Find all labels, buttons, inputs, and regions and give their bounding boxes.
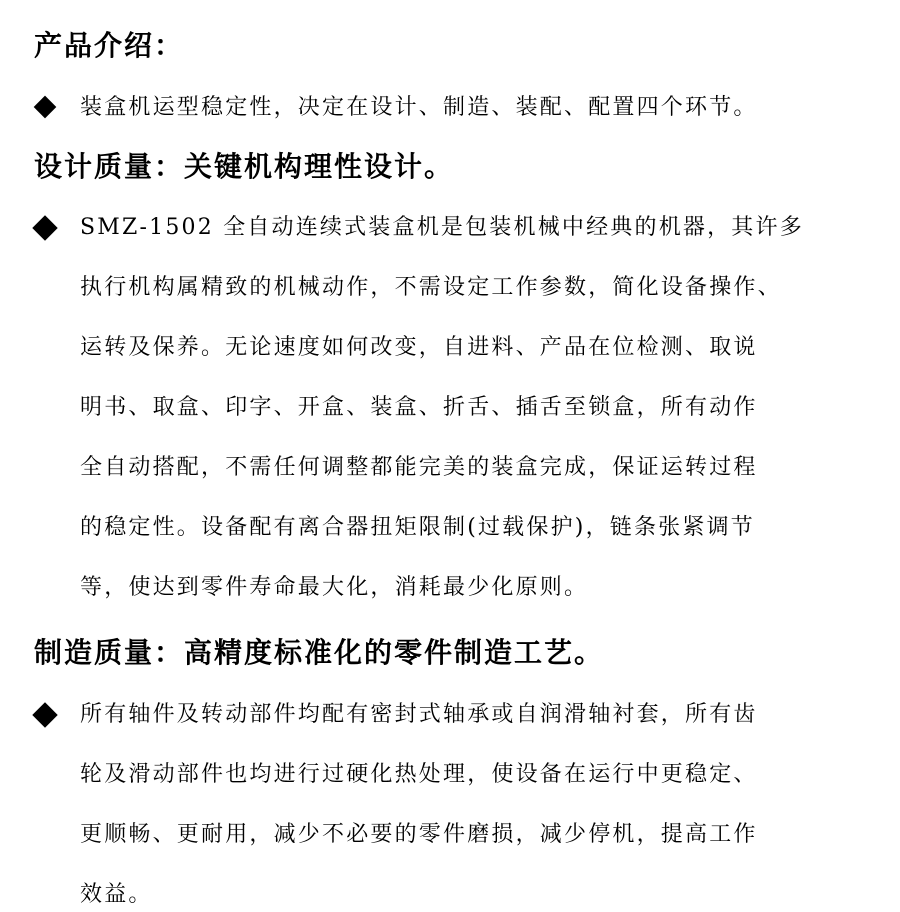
paragraph-line: 效益。: [80, 882, 153, 907]
diamond-bullet-icon: [32, 702, 57, 727]
paragraph-line: 执行机构属精致的机械动作，不需设定工作参数，简化设备操作、: [80, 275, 782, 300]
paragraph-line: 的稳定性。设备配有离合器扭矩限制(过载保护)，链条张紧调节: [80, 515, 755, 540]
diamond-bullet-icon: [34, 96, 57, 119]
paragraph-line: 全自动搭配，不需任何调整都能完美的装盒完成，保证运转过程: [80, 455, 758, 480]
paragraph-line: 轮及滑动部件也均进行过硬化热处理，使设备在运行中更稳定、: [80, 762, 758, 787]
paragraph-line: 更顺畅、更耐用，减少不必要的零件磨损，减少停机，提高工作: [80, 822, 758, 847]
diamond-bullet-icon: [32, 215, 57, 240]
product-intro-heading: 产品介绍：: [34, 29, 185, 62]
paragraph-line: 运转及保养。无论速度如何改变，自进料、产品在位检测、取说: [80, 335, 758, 360]
design-quality-heading: 设计质量：关键机构理性设计。: [34, 150, 455, 183]
manufacturing-quality-heading: 制造质量：高精度标准化的零件制造工艺。: [34, 636, 605, 669]
product-intro-text: 装盒机运型稳定性，决定在设计、制造、装配、配置四个环节。: [80, 95, 758, 120]
paragraph-line: 明书、取盒、印字、开盒、装盒、折舌、插舌至锁盒，所有动作: [80, 395, 758, 420]
paragraph-line: 等，使达到零件寿命最大化，消耗最少化原则。: [80, 575, 589, 600]
paragraph-line: SMZ-1502 全自动连续式装盒机是包装机械中经典的机器，其许多: [80, 215, 804, 240]
paragraph-line: 所有轴件及转动部件均配有密封式轴承或自润滑轴衬套，所有齿: [80, 702, 758, 727]
